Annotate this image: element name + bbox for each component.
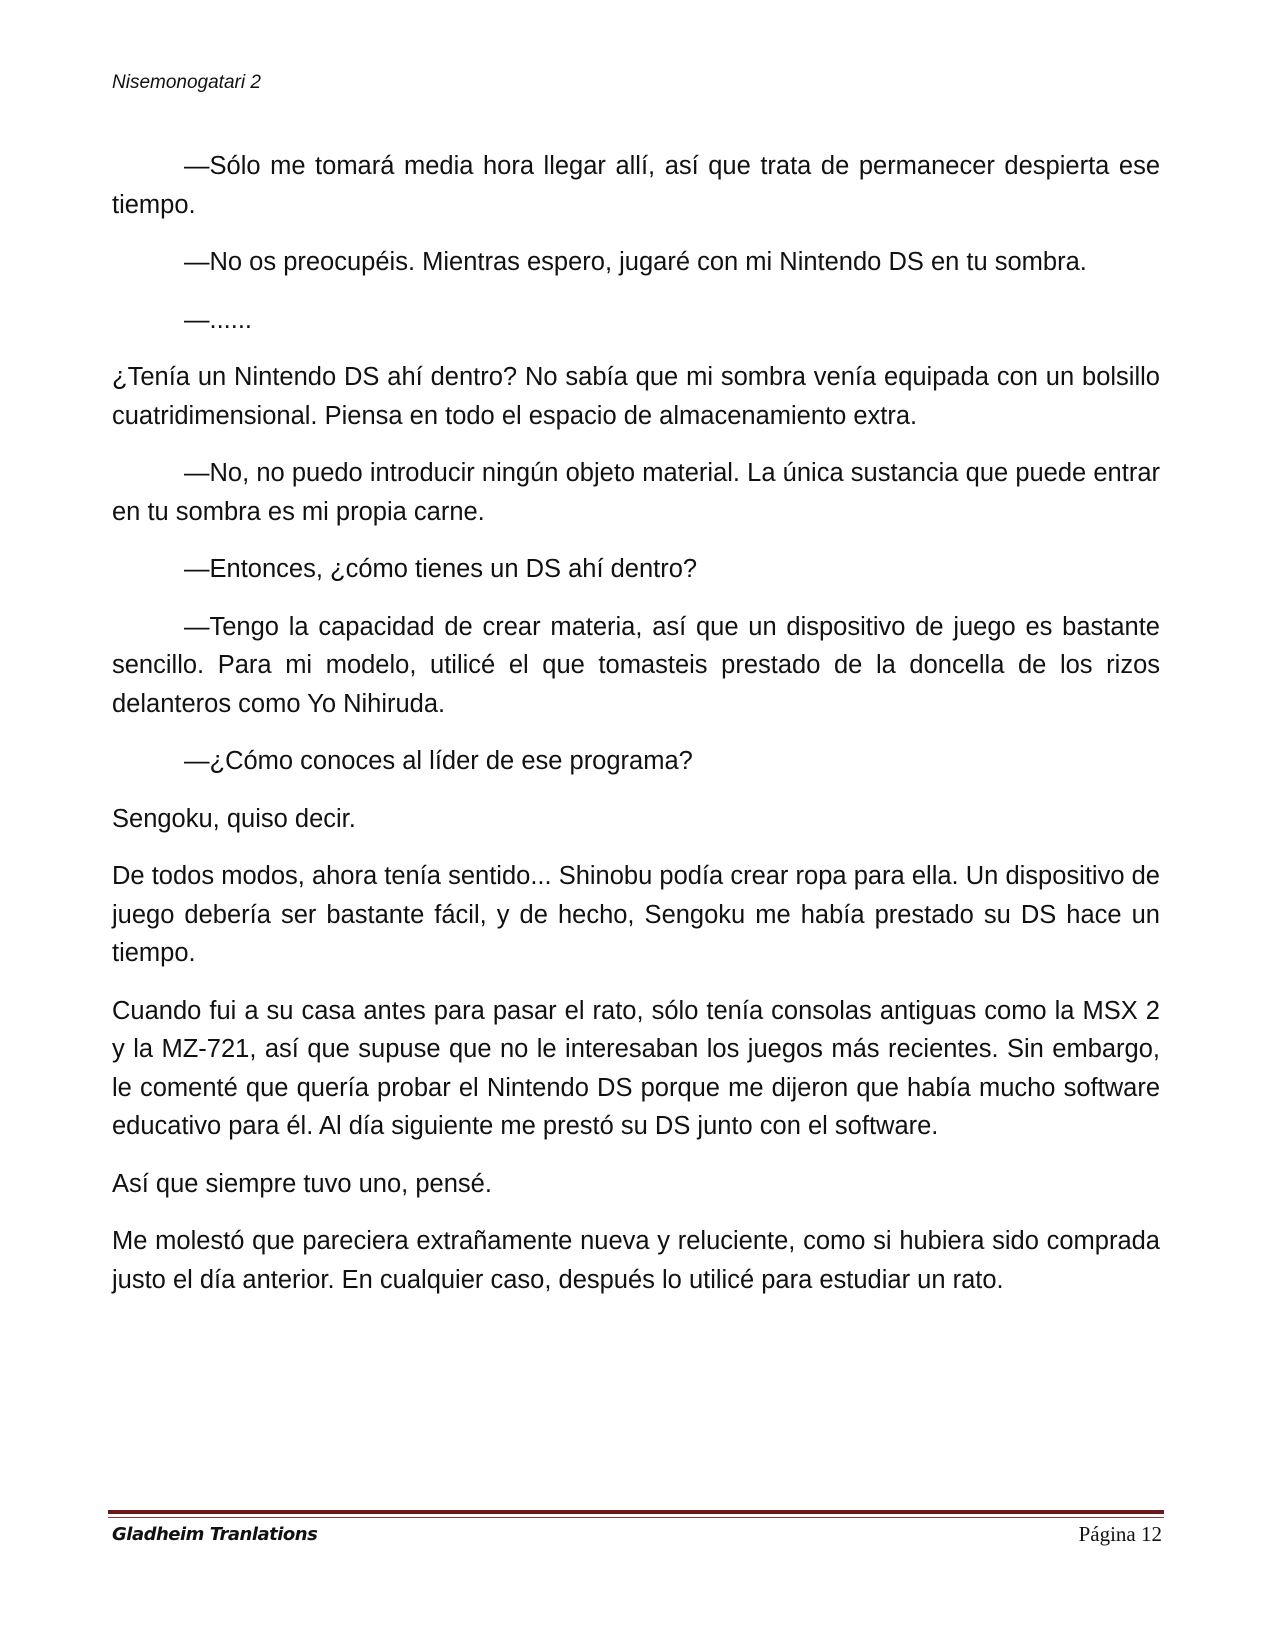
footer-rule-thin [108,1517,1164,1518]
paragraph: —...... [184,305,253,334]
paragraph: Cuando fui a su casa antes para pasar el rato, sólo tenía consolas antiguas como la MSX 2 y la MZ-721, así que supuse que no le interesaban los juegos más recientes. Sin embargo, le comenté que quería probar el Nintendo DS porque me dijeron que había mucho software educativo para él. Al día siguiente me prestó su DS junto con el software. [112,996,1160,1140]
paragraph: Me molestó que pareciera extrañamente nueva y reluciente, como si hubiera sido comprada justo el día anterior. En cualquier caso, después lo utilicé para estudiar un rato. [112,1227,1160,1294]
page-number: Página 12 [1078,1522,1162,1546]
body-text [112,147,1160,1318]
paragraph: —No os preocupéis. Mientras espero, jugaré con mi Nintendo DS en tu sombra. [184,248,1087,276]
footer-credit: Gladheim Tranlations [112,1524,318,1545]
paragraph: Así que siempre tuvo uno, pensé. [112,1169,492,1198]
paragraph: —Sólo me tomará media hora llegar allí, así que trata de permanecer despierta ese tiempo. [112,152,1160,219]
paragraph: Sengoku, quiso decir. [112,804,356,833]
footer-rule [108,1510,1164,1514]
paragraph: —Tengo la capacidad de crear materia, así que un dispositivo de juego es bastante sencillo. Para mi modelo, utilicé el que tomasteis prestado de la doncella de los rizos delanteros como Yo Nihiruda. [112,612,1160,718]
paragraph: —¿Cómo conoces al líder de ese programa? [184,747,693,775]
paragraph: —Entonces, ¿cómo tienes un DS ahí dentro? [184,555,698,583]
paragraph: De todos modos, ahora tenía sentido... Shinobu podía crear ropa para ella. Un dispositivo de juego debería ser bastante fácil, y de hecho, Sengoku me había prestado su DS hace un tiempo. [112,862,1160,967]
running-header: Nisemonogatari 2 [112,72,261,93]
paragraph: —No, no puedo introducir ningún objeto material. La única sustancia que puede entrar en tu sombra es mi propia carne. [112,459,1160,526]
paragraph: ¿Tenía un Nintendo DS ahí dentro? No sabía que mi sombra venía equipada con un bolsillo cuatridimensional. Piensa en todo el espacio de almacenamiento extra. [112,363,1160,430]
